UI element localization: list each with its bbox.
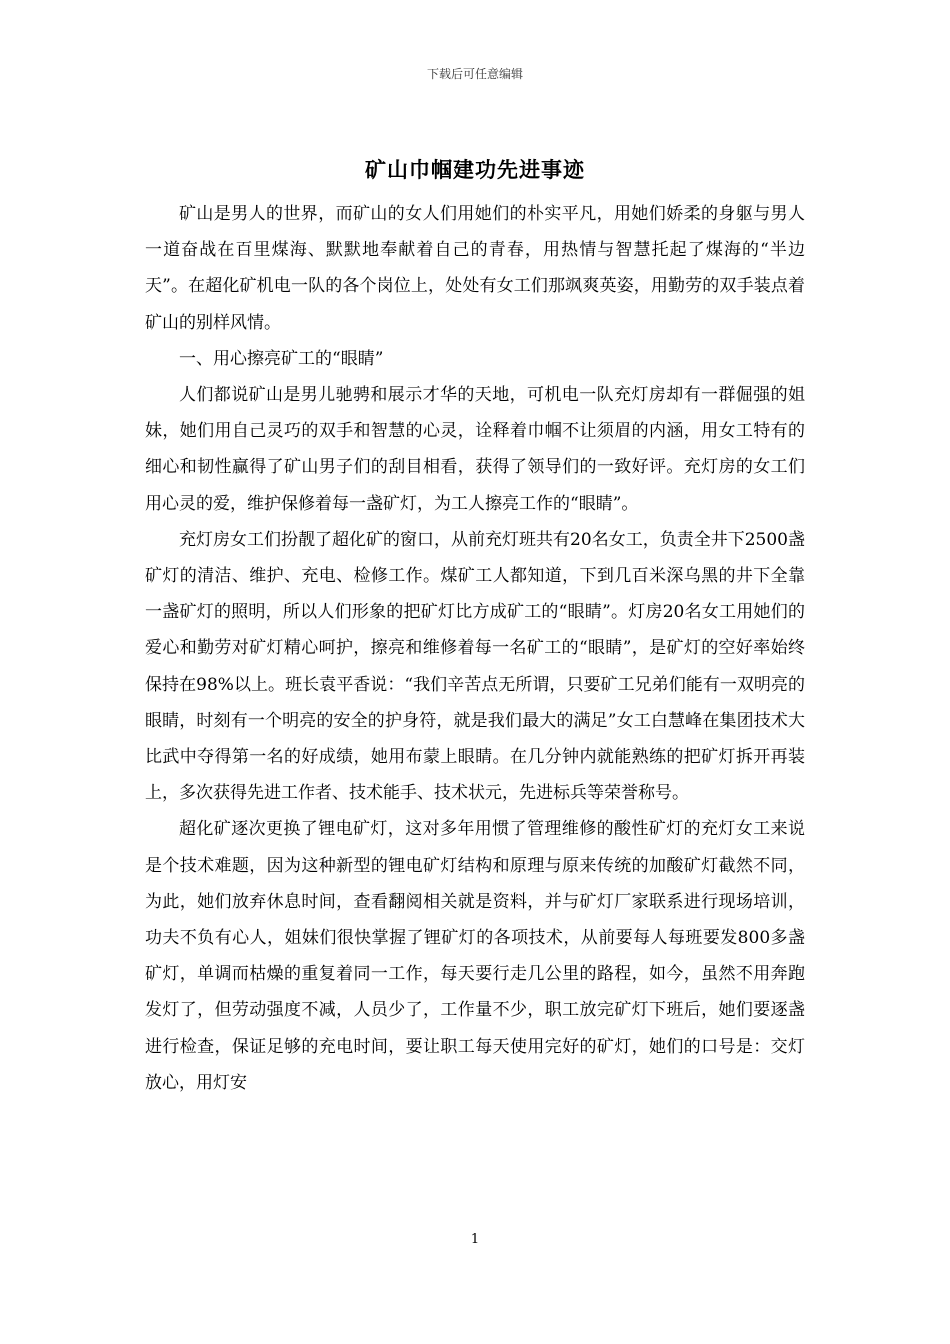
body-paragraph: 人们都说矿山是男儿驰骋和展示才华的天地，可机电一队充灯房却有一群倔强的姐妹，她们用自己灵巧的双手和智慧的心灵，诠释着巾帼不让须眉的内涵，用女工特有的细心和韧性赢得了矿山男子们的刮目相看，获得了领导们的一致好评。充灯房的女工们用心灵的爱，维护保修着每一盏矿灯，为工人擦亮工作的“眼睛”。 [145, 385, 805, 514]
page-number: 1 [470, 1232, 480, 1247]
body-paragraph: 矿山是男人的世界，而矿山的女人们用她们的朴实平凡，用她们娇柔的身躯与男人一道奋战在百里煤海、默默地奉献着自己的青春，用热情与智慧托起了煤海的“半边天”。在超化矿机电一队的各个岗位上，处处有女工们那飒爽英姿，用勤劳的双手装点着矿山的别样风情。 [145, 204, 805, 333]
header-note: 下载后可任意编辑 [426, 67, 523, 81]
section-heading: 一、用心擦亮矿工的“眼睛” [179, 348, 384, 369]
body-paragraph: 充灯房女工们扮靓了超化矿的窗口，从前充灯班共有20名女工，负责全井下2500盏矿灯的清洁、维护、充电、检修工作。煤矿工人都知道，下到几百米深乌黑的井下全靠一盏矿灯的照明，所以人们形象的把矿灯比方成矿工的“眼睛”。灯房20名女工用她们的爱心和勤劳对矿灯精心呵护，擦亮和维修着每一名矿工的“眼睛”，是矿灯的空好率始终保持在98%以上。班长袁平香说：“我们辛苦点无所谓，只要矿工兄弟们能有一双明亮的眼睛，时刻有一个明亮的安全的护身符，就是我们最大的满足”女工白慧峰在集团技术大比武中夺得第一名的好成绩，她用布蒙上眼睛。在几分钟内就能熟练的把矿灯拆开再装上，多次获得先进工作者、技术能手、技术状元，先进标兵等荣誉称号。 [145, 529, 805, 804]
document-body [145, 196, 805, 1101]
document-title: 矿山巾帼建功先进事迹 [365, 157, 585, 182]
body-paragraph: 超化矿逐次更换了锂电矿灯，这对多年用惯了管理维修的酸性矿灯的充灯女工来说是个技术难题，因为这种新型的锂电矿灯结构和原理与原来传统的加酸矿灯截然不同，为此，她们放弃休息时间，查看翻阅相关就是资料，并与矿灯厂家联系进行现场培训，功夫不负有心人，姐妹们很快掌握了锂矿灯的各项技术，从前要每人每班要发800多盏矿灯，单调而枯燥的重复着同一工作，每天要行走几公里的路程，如今，虽然不用奔跑发灯了，但劳动强度不减，人员少了，工作量不少，职工放完矿灯下班后，她们要逐盏进行检查，保证足够的充电时间，要让职工每天使用完好的矿灯，她们的口号是：交灯放心，用灯安 [145, 819, 805, 1093]
